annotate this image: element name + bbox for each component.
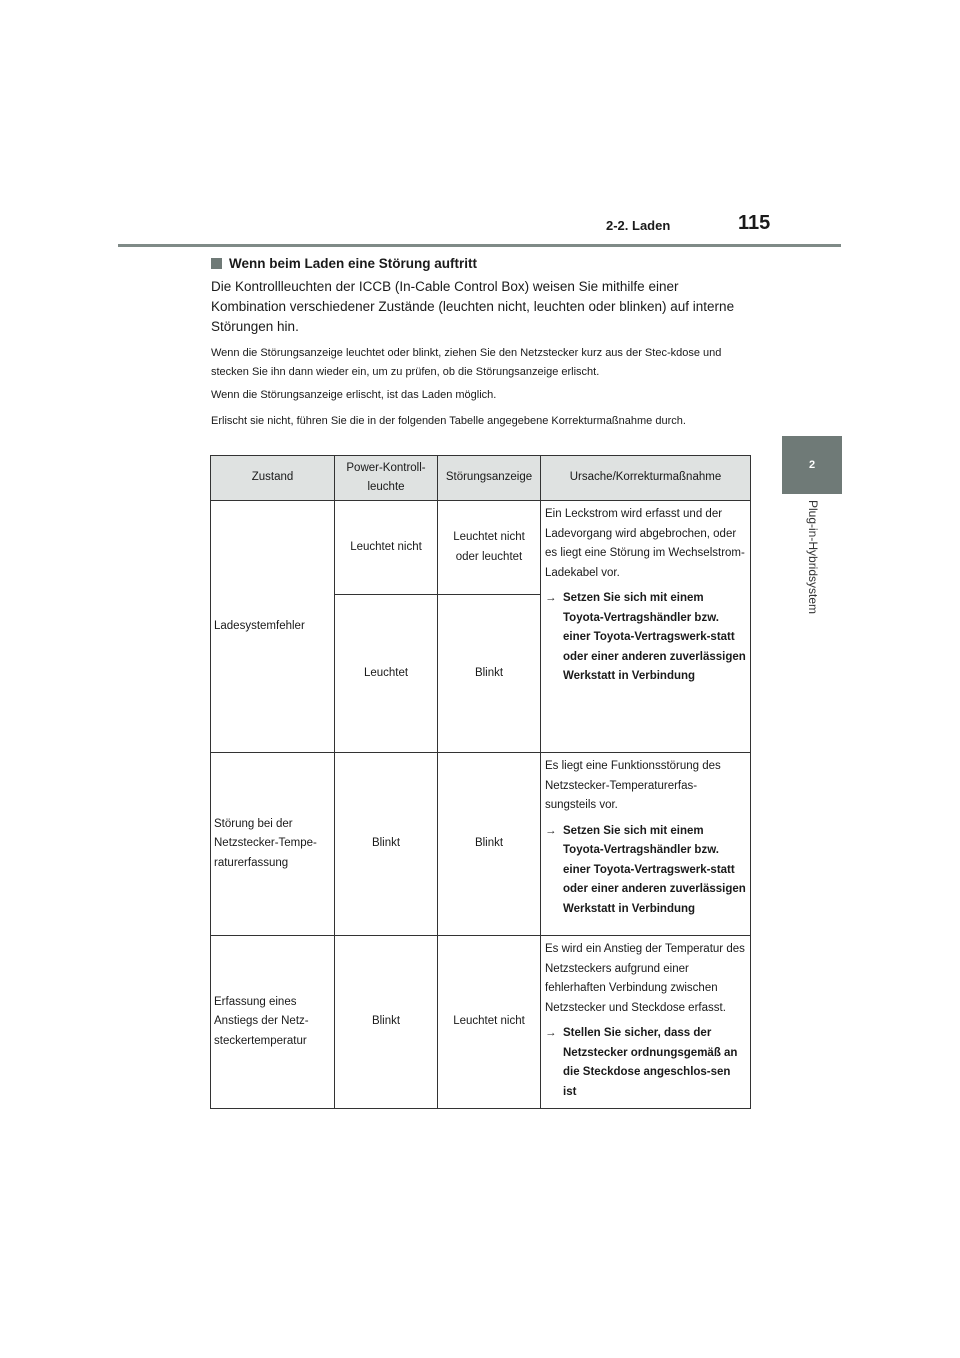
- remedy-text: Setzen Sie sich mit einem Toyota-Vertragshändler bzw. einer Toyota-Vertragswerk-statt oder einer anderen zuverlässigen Werkstatt in Verbindung: [563, 592, 746, 682]
- power-light-cell: Leuchtet: [335, 595, 438, 753]
- cause-text: Ein Leckstrom wird erfasst und der Ladevorgang wird abgebrochen, oder es liegt eine Störung im Wechselstrom-Ladekabel vor.: [545, 508, 745, 579]
- intro-paragraph: Die Kontrollleuchten der ICCB (In-Cable Control Box) weisen Sie mithilfe einer Kombination verschiedener Zustände (leuchten nicht, leuchten oder blinken) auf interne Störungen hin.: [211, 279, 735, 334]
- chapter-label-text: Plug-in-Hybridsystem: [806, 500, 820, 615]
- arrow-right-icon: →: [545, 592, 557, 604]
- state-cell: Störung bei der Netzstecker-Tempe-raturerfassung: [211, 753, 335, 936]
- note-paragraph: Erlischt sie nicht, führen Sie die in der folgenden Tabelle angegebene Korrekturmaßnahme durch.: [211, 415, 686, 427]
- remedy: [545, 822, 747, 920]
- cause-text: Es wird ein Anstieg der Temperatur des Netzsteckers aufgrund einer fehlerhaften Verbindung zwischen Netzstecker und Steckdose erfasst.: [545, 943, 745, 1014]
- section-heading-text: Wenn beim Laden eine Störung auftritt: [229, 256, 478, 271]
- remedy: [545, 1024, 747, 1102]
- chapter-tab[interactable]: [782, 436, 842, 494]
- chapter-number: 2: [808, 459, 816, 471]
- error-indicator-cell: Blinkt: [438, 753, 541, 936]
- table-row: [211, 936, 751, 1109]
- power-light-cell: Blinkt: [335, 936, 438, 1109]
- table-header-row: [211, 456, 751, 501]
- table-row: [211, 501, 751, 595]
- remedy: [545, 589, 747, 687]
- note-paragraph: Wenn die Störungsanzeige erlischt, ist das Laden möglich.: [211, 389, 497, 401]
- cause-cell: [541, 501, 751, 753]
- header-section-title: 2-2. Laden: [606, 218, 671, 233]
- state-cell: Erfassung eines Anstiegs der Netz-steckertemperatur: [211, 936, 335, 1109]
- table-row: [211, 753, 751, 936]
- arrow-right-icon: →: [545, 1027, 557, 1039]
- column-header-cause: Ursache/Korrekturmaßnahme: [541, 456, 751, 501]
- troubleshooting-table: [210, 455, 751, 1109]
- remedy-text: Setzen Sie sich mit einem Toyota-Vertragshändler bzw. einer Toyota-Vertragswerk-statt oder einer anderen zuverlässigen Werkstatt in Verbindung: [563, 824, 746, 915]
- square-bullet-icon: [211, 258, 222, 269]
- page-number: 115: [738, 212, 771, 234]
- power-light-cell: Blinkt: [335, 753, 438, 936]
- column-header-power-light: Power-Kontroll-leuchte: [335, 456, 438, 501]
- remedy-text: Stellen Sie sicher, dass der Netzstecker ordnungsgemäß an die Steckdose angeschlos-sen ist: [563, 1027, 738, 1098]
- cause-cell: [541, 753, 751, 936]
- error-indicator-cell: Leuchtet nicht oder leuchtet: [438, 501, 541, 595]
- column-header-state: Zustand: [211, 456, 335, 501]
- header-divider: [118, 244, 841, 247]
- section-heading: [211, 256, 477, 271]
- state-cell: Ladesystemfehler: [211, 501, 335, 753]
- arrow-right-icon: →: [545, 824, 557, 837]
- chapter-label: [806, 500, 828, 680]
- cause-cell: [541, 936, 751, 1109]
- column-header-error-indicator: Störungsanzeige: [438, 456, 541, 501]
- note-paragraph: Wenn die Störungsanzeige leuchtet oder blinkt, ziehen Sie den Netzstecker kurz aus der Stec-kdose und stecken Sie ihn dann wieder ein, um zu prüfen, ob die Störungsanzeige erlischt.: [211, 347, 722, 378]
- cause-text: Es liegt eine Funktionsstörung des Netzstecker-Temperaturerfas-sungsteils vor.: [545, 760, 721, 811]
- error-indicator-cell: Leuchtet nicht: [438, 936, 541, 1109]
- power-light-cell: Leuchtet nicht: [335, 501, 438, 595]
- error-indicator-cell: Blinkt: [438, 595, 541, 753]
